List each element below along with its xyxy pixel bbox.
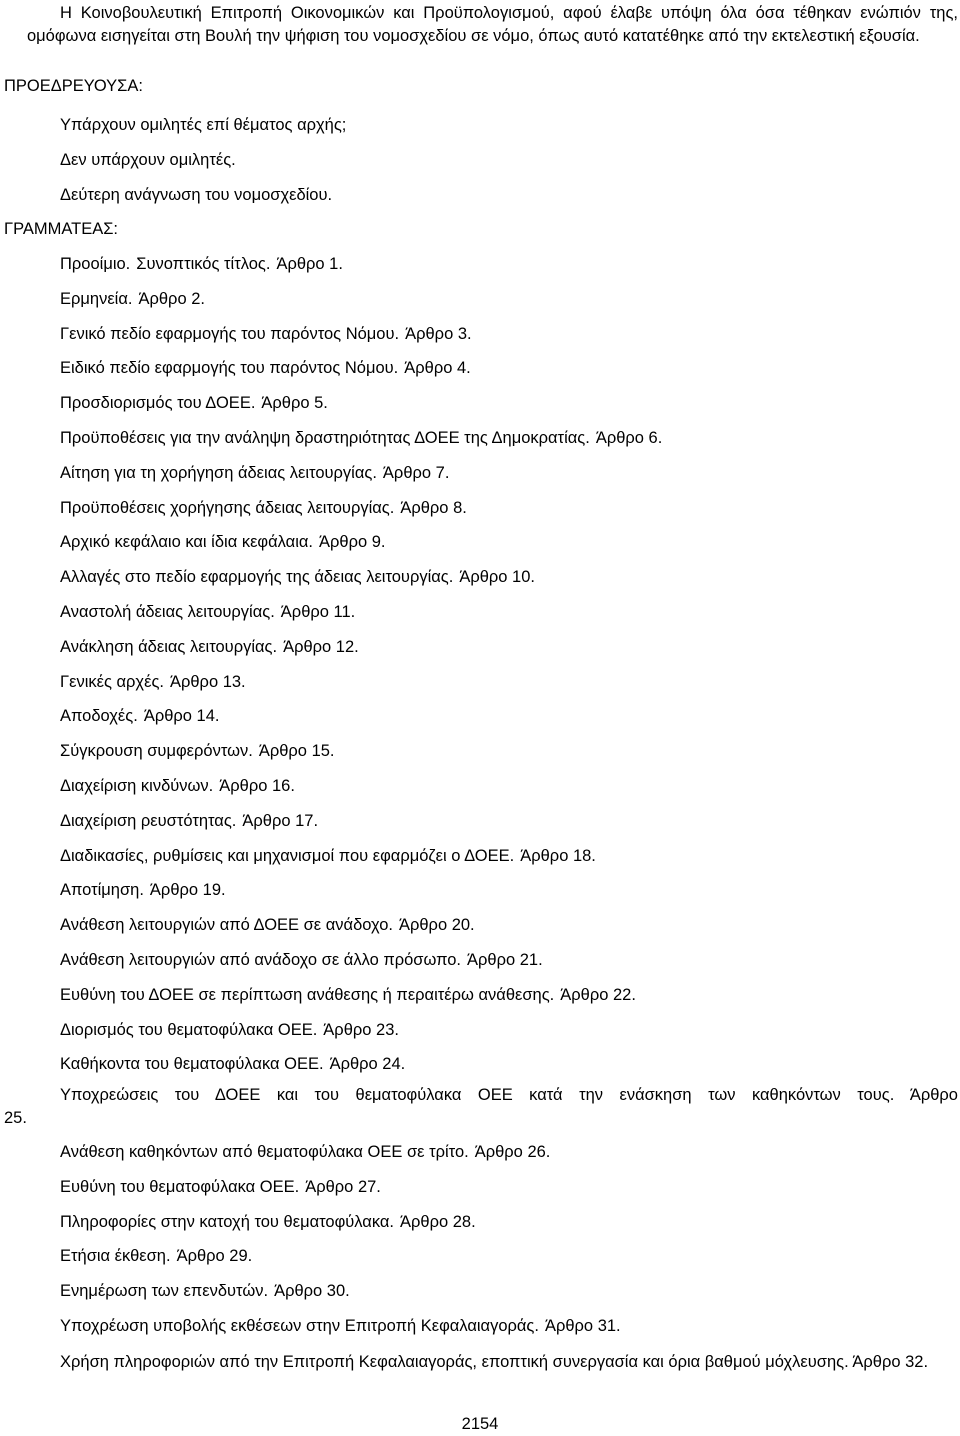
article-item-text: Ανάθεση καθηκόντων από θεματοφύλακα ΟΕΕ σε τρίτο. (60, 1143, 469, 1161)
article-item-25 (4, 1084, 958, 1130)
article-number: Άρθρο 2. (138, 289, 205, 308)
article-item-text: Ερμηνεία. (60, 289, 133, 308)
article-item (60, 531, 385, 554)
article-number: Άρθρο 6. (595, 429, 663, 447)
article-number: Άρθρο 17. (242, 811, 319, 830)
article-item (60, 740, 335, 763)
chair-label: ΠΡΟΕΔΡΕΥΟΥΣΑ: (4, 77, 143, 95)
article-item (60, 1315, 621, 1338)
article-item (60, 775, 295, 798)
article-item-text: Καθήκοντα του θεματοφύλακα ΟΕΕ. (60, 1055, 324, 1074)
article-item-text: Διαχείριση ρευστότητας. (60, 811, 237, 830)
article-number: Άρθρο 14. (143, 707, 220, 726)
article-number: Άρθρο 28. (400, 1212, 476, 1231)
chair-line: Υπάρχουν ομιλητές επί θέματος αρχής; (60, 116, 347, 134)
article-item (60, 427, 662, 450)
article-item-text: Αποτίμηση. (60, 881, 144, 900)
article-item (60, 497, 467, 520)
article-item-text: Διαδικασίες, ρυθμίσεις και μηχανισμοί που εφαρμόζει ο ΔΟΕΕ. (60, 846, 515, 865)
article-item-text: Ευθύνη του ΔΟΕΕ σε περίπτωση ανάθεσης ή περαιτέρω ανάθεσης. (60, 985, 555, 1004)
article-item (60, 323, 472, 346)
article-item-text: Σύγκρουση συμφερόντων. (60, 742, 253, 761)
article-item-text: Διαχείριση κινδύνων. (60, 777, 214, 795)
article-number: Άρθρο 22. (560, 985, 636, 1004)
article-item (60, 914, 475, 937)
article-number: Άρθρο 12. (283, 637, 359, 656)
article-number: Άρθρο 32. (852, 1353, 929, 1371)
article-item-text: Ενημέρωση των επενδυτών. (60, 1282, 269, 1301)
article-number: Άρθρο 30. (274, 1282, 350, 1301)
article-number: Άρθρο 16. (219, 777, 295, 795)
article-item-text: Ανάθεση λειτουργιών από ΔΟΕΕ σε ανάδοχο. (60, 916, 393, 935)
article-item-text: Προϋποθέσεις χορήγησης άδειας λειτουργίας. (60, 498, 395, 517)
article-item (60, 1176, 381, 1199)
article-number: Άρθρο 10. (459, 568, 535, 587)
article-number: Άρθρο 20. (398, 916, 475, 935)
article-item (60, 949, 543, 972)
chair-line: Δεν υπάρχουν ομιλητές. (60, 151, 236, 169)
article-item-text: Υποχρεώσεις του ΔΟΕΕ και του θεματοφύλακα ΟΕΕ κατά την ενάσκηση των καθηκόντων τους. (60, 1086, 895, 1104)
article-number: Άρθρο 24. (329, 1055, 406, 1074)
article-item-text: Ανάθεση λειτουργιών από ανάδοχο σε άλλο πρόσωπο. (60, 951, 462, 969)
article-number: Άρθρο 7. (382, 463, 450, 482)
intro-text: Η Κοινοβουλευτική Επιτροπή Οικονομικών και Προϋπολογισμού, αφού έλαβε υπόψη όλα όσα τέθηκαν ενώπιόν της, ομόφωνα εισηγείται στη Βουλή την ψήφιση του νομοσχεδίου σε νόμο, όπως αυτό κατατέθηκε από την εκτελεστική εξουσία. (27, 4, 958, 45)
article-number: Άρθρο 27. (305, 1177, 381, 1196)
article-item-text: Αναστολή άδειας λειτουργίας. (60, 603, 275, 621)
article-number: Άρθρο 4. (404, 359, 471, 378)
article-item (60, 392, 328, 415)
article-item-text: Ευθύνη του θεματοφύλακα ΟΕΕ. (60, 1177, 300, 1196)
page-number: 2154 (461, 1415, 499, 1433)
article-item (60, 671, 246, 694)
article-number: Άρθρο 18. (520, 846, 596, 865)
article-item (60, 1019, 399, 1042)
article-item (60, 1141, 550, 1164)
article-number: Άρθρο 8. (400, 498, 467, 517)
article-number-word: Άρθρο (909, 1086, 958, 1104)
article-item-text: Υποχρέωση υποβολής εκθέσεων στην Επιτροπή Κεφαλαιαγοράς. (60, 1317, 539, 1335)
article-number: Άρθρο 9. (319, 533, 386, 552)
article-item-text: Αποδοχές. (60, 707, 138, 726)
article-item-text: Αρχικό κεφάλαιο και ίδια κεφάλαια. (60, 533, 313, 552)
article-item-text: Διορισμός του θεματοφύλακα ΟΕΕ. (60, 1020, 318, 1039)
article-item-text: Πληροφορίες στην κατοχή του θεματοφύλακα. (60, 1212, 395, 1231)
article-item-text: Αίτηση για τη χορήγηση άδειας λειτουργίας. (60, 463, 377, 482)
article-item-subtitle: Συνοπτικός τίτλος. (136, 255, 271, 273)
article-item (60, 636, 359, 659)
article-item (60, 984, 636, 1007)
article-item (60, 705, 219, 728)
article-item-text: Προοίμιο. (60, 255, 131, 273)
article-number: Άρθρο 31. (544, 1317, 621, 1335)
article-number: Άρθρο 5. (261, 394, 328, 413)
article-item-text: Αλλαγές στο πεδίο εφαρμογής της άδειας λειτουργίας. (60, 568, 454, 587)
article-number: Άρθρο 26. (474, 1143, 551, 1161)
article-number: Άρθρο 11. (280, 603, 356, 621)
article-number: Άρθρο 23. (323, 1020, 399, 1039)
secretary-label: ΓΡΑΜΜΑΤΕΑΣ: (4, 220, 119, 238)
article-item (60, 1245, 252, 1268)
article-number: Άρθρο 19. (149, 881, 226, 900)
article-item (60, 601, 355, 624)
article-item (60, 566, 535, 589)
article-item (60, 253, 343, 276)
article-item-text: Χρήση πληροφοριών από την Επιτροπή Κεφαλαιαγοράς, εποπτική συνεργασία και όρια βαθμού μόχλευσης. (60, 1353, 849, 1371)
article-item (60, 810, 318, 833)
intro-paragraph (27, 2, 958, 48)
article-number: Άρθρο 29. (176, 1247, 253, 1266)
article-item-32 (27, 1351, 958, 1374)
article-item (60, 357, 471, 380)
article-number: Άρθρο 1. (276, 255, 343, 273)
article-item (60, 845, 596, 868)
article-number-continuation: 25. (4, 1109, 27, 1127)
article-item-text: Ειδικό πεδίο εφαρμογής του παρόντος Νόμου. (60, 359, 399, 378)
article-item (60, 1211, 476, 1234)
article-number: Άρθρο 15. (258, 742, 335, 761)
article-number: Άρθρο 3. (405, 324, 472, 343)
article-item-text: Γενικές αρχές. (60, 672, 164, 691)
article-item (60, 462, 449, 485)
chair-line: Δεύτερη ανάγνωση του νομοσχεδίου. (60, 186, 333, 204)
article-number: Άρθρο 13. (169, 672, 246, 691)
article-item-text: Ανάκληση άδειας λειτουργίας. (60, 637, 278, 656)
article-number: Άρθρο 21. (467, 951, 543, 969)
article-item-text: Προϋποθέσεις για την ανάληψη δραστηριότητας ΔΟΕΕ της Δημοκρατίας. (60, 429, 590, 447)
article-item (60, 288, 205, 311)
article-item-text: Ετήσια έκθεση. (60, 1247, 171, 1266)
article-item-text: Προσδιορισμός του ΔΟΕΕ. (60, 394, 256, 413)
article-item (60, 1280, 350, 1303)
article-item (60, 1053, 405, 1076)
article-item (60, 879, 226, 902)
article-item-text: Γενικό πεδίο εφαρμογής του παρόντος Νόμου. (60, 324, 400, 343)
